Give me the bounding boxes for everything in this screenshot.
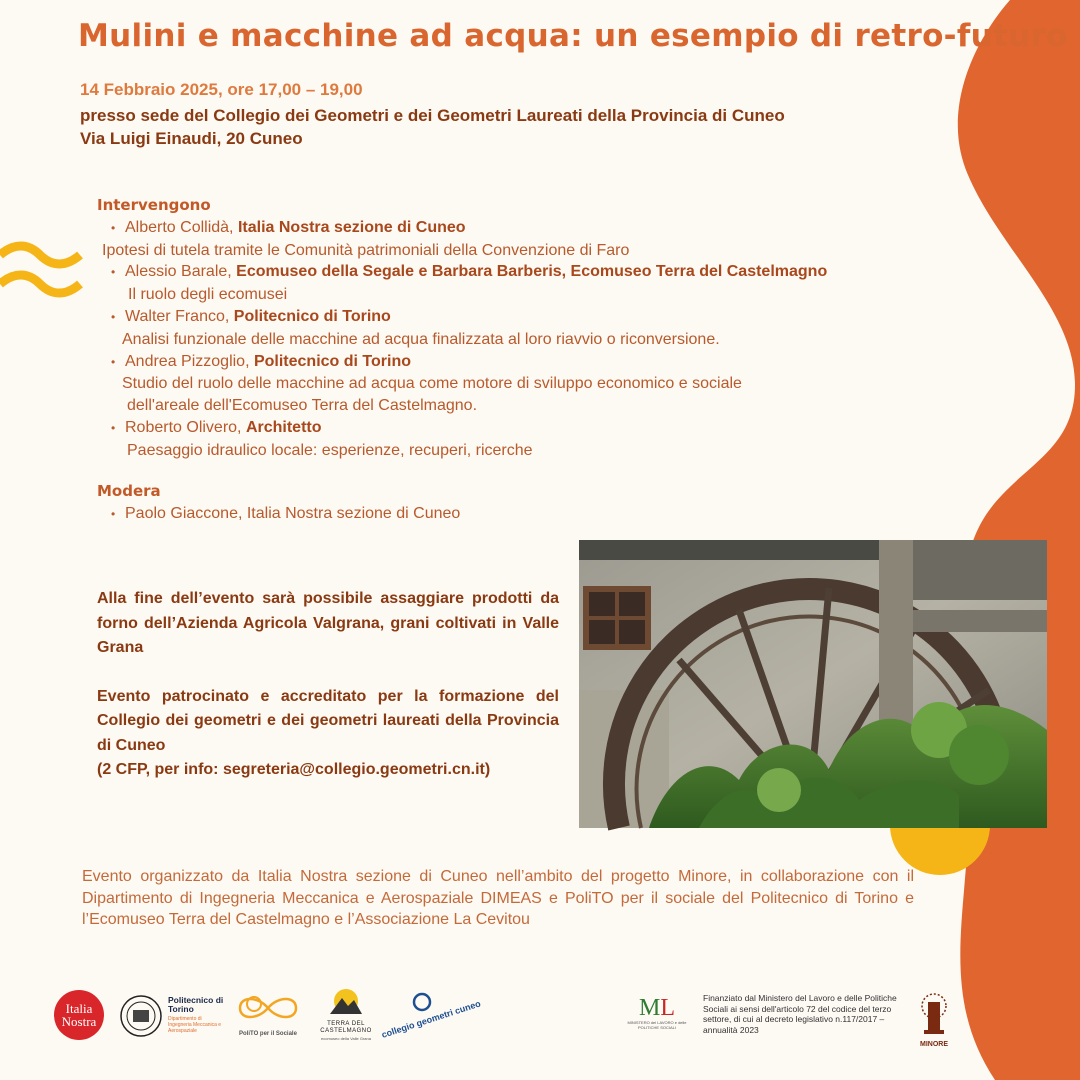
yellow-wave-top [0, 246, 80, 264]
venue-line-1: presso sede del Collegio dei Geometri e dei Geometri Laureati della Provincia di Cuneo [80, 106, 785, 125]
bullet-icon: • [111, 309, 116, 324]
castelmagno-logo [310, 988, 382, 1044]
bullet-icon: • [111, 265, 116, 280]
moderator-section [97, 481, 460, 526]
speaker-name: Alessio Barale, [125, 263, 237, 281]
ministero-label: MINISTERO del LAVORO e delle POLITICHE SOCIALI [627, 1020, 687, 1030]
closing-info [97, 587, 559, 783]
polito-logo [118, 994, 228, 1038]
minore-tower-icon [914, 992, 954, 1036]
castelmagno-label: TERRA DEL CASTELMAGNO [320, 1021, 372, 1034]
speaker-item [97, 217, 827, 240]
moderator-heading: Modera [97, 482, 161, 500]
yellow-wave-bottom [0, 275, 80, 293]
castelmagno-sub: ecomuseo della Valle Grana [321, 1036, 371, 1041]
speaker-affiliation: Politecnico di Torino [253, 352, 412, 370]
event-title: Mulini e macchine ad acqua: un esempio di retro-futuro [78, 18, 1068, 54]
geometri-icon [380, 990, 482, 1046]
event-date: 14 Febbraio 2025, ore 17,00 – 19,00 [80, 80, 363, 99]
speakers-section [97, 195, 827, 462]
speaker-affiliation: Italia Nostra sezione di Cuneo [237, 218, 466, 236]
speaker-item [97, 351, 827, 374]
accreditation-note: Evento patrocinato e accreditato per la formazione del Collegio dei geometri e dei geometri laureati della Provincia di Cuneo [97, 687, 559, 754]
polito-sociale-label: PoliTO per il Sociale [239, 1031, 297, 1037]
ministero-logo [620, 996, 694, 1046]
polito-sociale-icon [234, 992, 302, 1024]
polito-sociale-logo [234, 992, 302, 1040]
minore-logo [912, 992, 956, 1048]
speaker-name: Andrea Pizzoglio, [125, 352, 254, 370]
tasting-note: Alla fine dell’evento sarà possibile assaggiare prodotti da forno dell’Azienda Agricola Valgrana, grani coltivati in Valle Grana [97, 590, 559, 656]
speaker-name: Alberto Collidà, [125, 218, 238, 236]
event-venue [80, 104, 785, 150]
bullet-icon: • [111, 506, 116, 521]
funding-statement: Finanziato dal Ministero del Lavoro e delle Politiche Sociali ai sensi dell'articolo 72 del codice del terzo settore, di cui al decreto legislativo n.117/2017 – annualità 2023 [703, 993, 897, 1035]
speaker-name: Walter Franco, [125, 307, 234, 325]
venue-line-2: Via Luigi Einaudi, 20 Cuneo [80, 129, 303, 148]
speaker-talk: Ipotesi di tutela tramite le Comunità patrimoniali della Convenzione di Faro [102, 241, 630, 259]
castelmagno-icon [326, 988, 366, 1016]
italia-nostra-logo [54, 990, 104, 1040]
speaker-talk: Il ruolo degli ecomusei [128, 286, 288, 304]
polito-seal-icon [118, 994, 164, 1038]
geometri-logo-text: collegio geometri cuneo [380, 998, 482, 1040]
organizers-text: Evento organizzato da Italia Nostra sezione di Cuneo nell’ambito del progetto Minore, in collaborazione con il Dipartimento di Ingegneria Meccanica e Aerospaziale DIMEAS e PoliTO per il sociale del Politecnico di Torino e l’Ecomuseo Terra del Castelmagno e l’Associazione La Cevitou [82, 868, 914, 928]
geometri-logo [380, 990, 482, 1046]
speaker-item [97, 417, 827, 440]
water-wheel-photo [579, 540, 1047, 828]
cfp-info: (2 CFP, per info: segreteria@collegio.geometri.cn.it) [97, 761, 491, 778]
speaker-affiliation: Architetto [245, 418, 322, 436]
minore-label: MINORE [920, 1041, 948, 1048]
speaker-talk: Paesaggio idraulico locale: esperienze, recuperi, ricerche [127, 441, 533, 459]
bullet-icon: • [111, 220, 116, 235]
bullet-icon: • [111, 420, 116, 435]
italia-nostra-logo-text: Italia Nostra [61, 1001, 97, 1029]
speaker-talk-continued: dell'areale dell'Ecomuseo Terra del Castelmagno. [127, 397, 478, 415]
polito-name: Politecnico di Torino [168, 995, 224, 1014]
moderator-item [97, 503, 460, 526]
ministero-monogram-icon: ML [638, 995, 675, 1021]
speaker-item [97, 306, 827, 329]
polito-dept: Dipartimento di Ingegneria Meccanica e Aerospaziale [168, 1016, 222, 1034]
bullet-icon: • [111, 354, 116, 369]
speaker-talk: Studio del ruolo delle macchine ad acqua come motore di sviluppo economico e sociale [122, 375, 742, 393]
speaker-name: Roberto Olivero, [125, 418, 246, 436]
speakers-heading: Intervengono [97, 196, 211, 214]
speaker-talk: Analisi funzionale delle macchine ad acqua finalizzata al loro riavvio o riconversione. [122, 330, 720, 348]
speaker-affiliation: Politecnico di Torino [233, 307, 391, 325]
speaker-item [97, 261, 827, 284]
moderator-name: Paolo Giaccone, Italia Nostra sezione di Cuneo [125, 504, 461, 522]
speaker-affiliation: Ecomuseo della Segale e Barbara Barberis, Ecomuseo Terra del Castelmagno [236, 263, 828, 281]
